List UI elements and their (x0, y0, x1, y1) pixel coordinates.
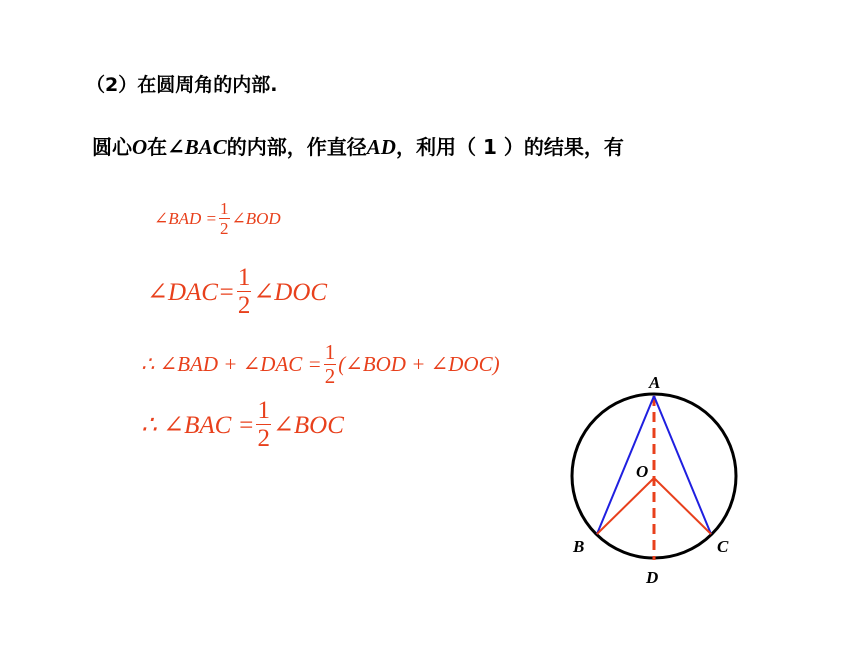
equation-lhs: ∠BAD = (154, 208, 218, 228)
point-c-label: C (717, 537, 729, 556)
radius-oc-line (654, 478, 711, 534)
circle-diagram (560, 360, 760, 600)
fraction-numerator: 1 (324, 340, 336, 364)
equation-rhs: (∠BOD + ∠DOC) (338, 352, 500, 376)
fraction-denominator: 2 (237, 292, 251, 319)
fraction-denominator: 2 (220, 219, 229, 238)
proof-statement (92, 131, 624, 160)
equation-lhs: ∴ ∠BAC = (141, 411, 255, 439)
equation-rhs: ∠BOC (272, 411, 344, 439)
chord-ac-line (654, 396, 711, 534)
equation-dac (147, 265, 327, 318)
equation-bad (154, 200, 281, 237)
fraction-half (219, 200, 230, 237)
equation-bac (141, 398, 344, 451)
center-o-label: O (132, 135, 148, 159)
point-o-label: O (636, 462, 649, 481)
equation-lhs: ∠DAC= (147, 278, 235, 306)
point-a-label: A (649, 373, 661, 392)
fraction-half (237, 265, 252, 318)
point-d-label: D (646, 568, 659, 587)
equation-sum (141, 342, 500, 387)
diameter-ad-label: AD (366, 135, 396, 159)
fraction-numerator: 1 (237, 264, 251, 291)
statement-text-1: 圆心 (92, 135, 132, 159)
fraction-half (324, 342, 337, 387)
statement-text-4: ，利用（ 1 ）的结果，有 (395, 135, 624, 159)
equation-lhs: ∴ ∠BAD + ∠DAC = (141, 352, 322, 376)
fraction-numerator: 1 (257, 397, 270, 424)
statement-text-2: 在 (147, 135, 168, 159)
statement-text-3: 的内部，作直径 (226, 135, 367, 159)
fraction-half (256, 398, 271, 451)
fraction-numerator: 1 (220, 199, 229, 218)
section-heading: （2）在圆周角的内部. (86, 74, 278, 96)
radius-ob-line (597, 478, 654, 534)
fraction-denominator: 2 (257, 425, 270, 452)
angle-bac-label: ∠BAC (167, 135, 227, 159)
equation-rhs: ∠DOC (253, 278, 328, 306)
point-b-label: B (573, 537, 585, 556)
equation-rhs: ∠BOD (231, 208, 281, 228)
fraction-denominator: 2 (324, 364, 336, 388)
